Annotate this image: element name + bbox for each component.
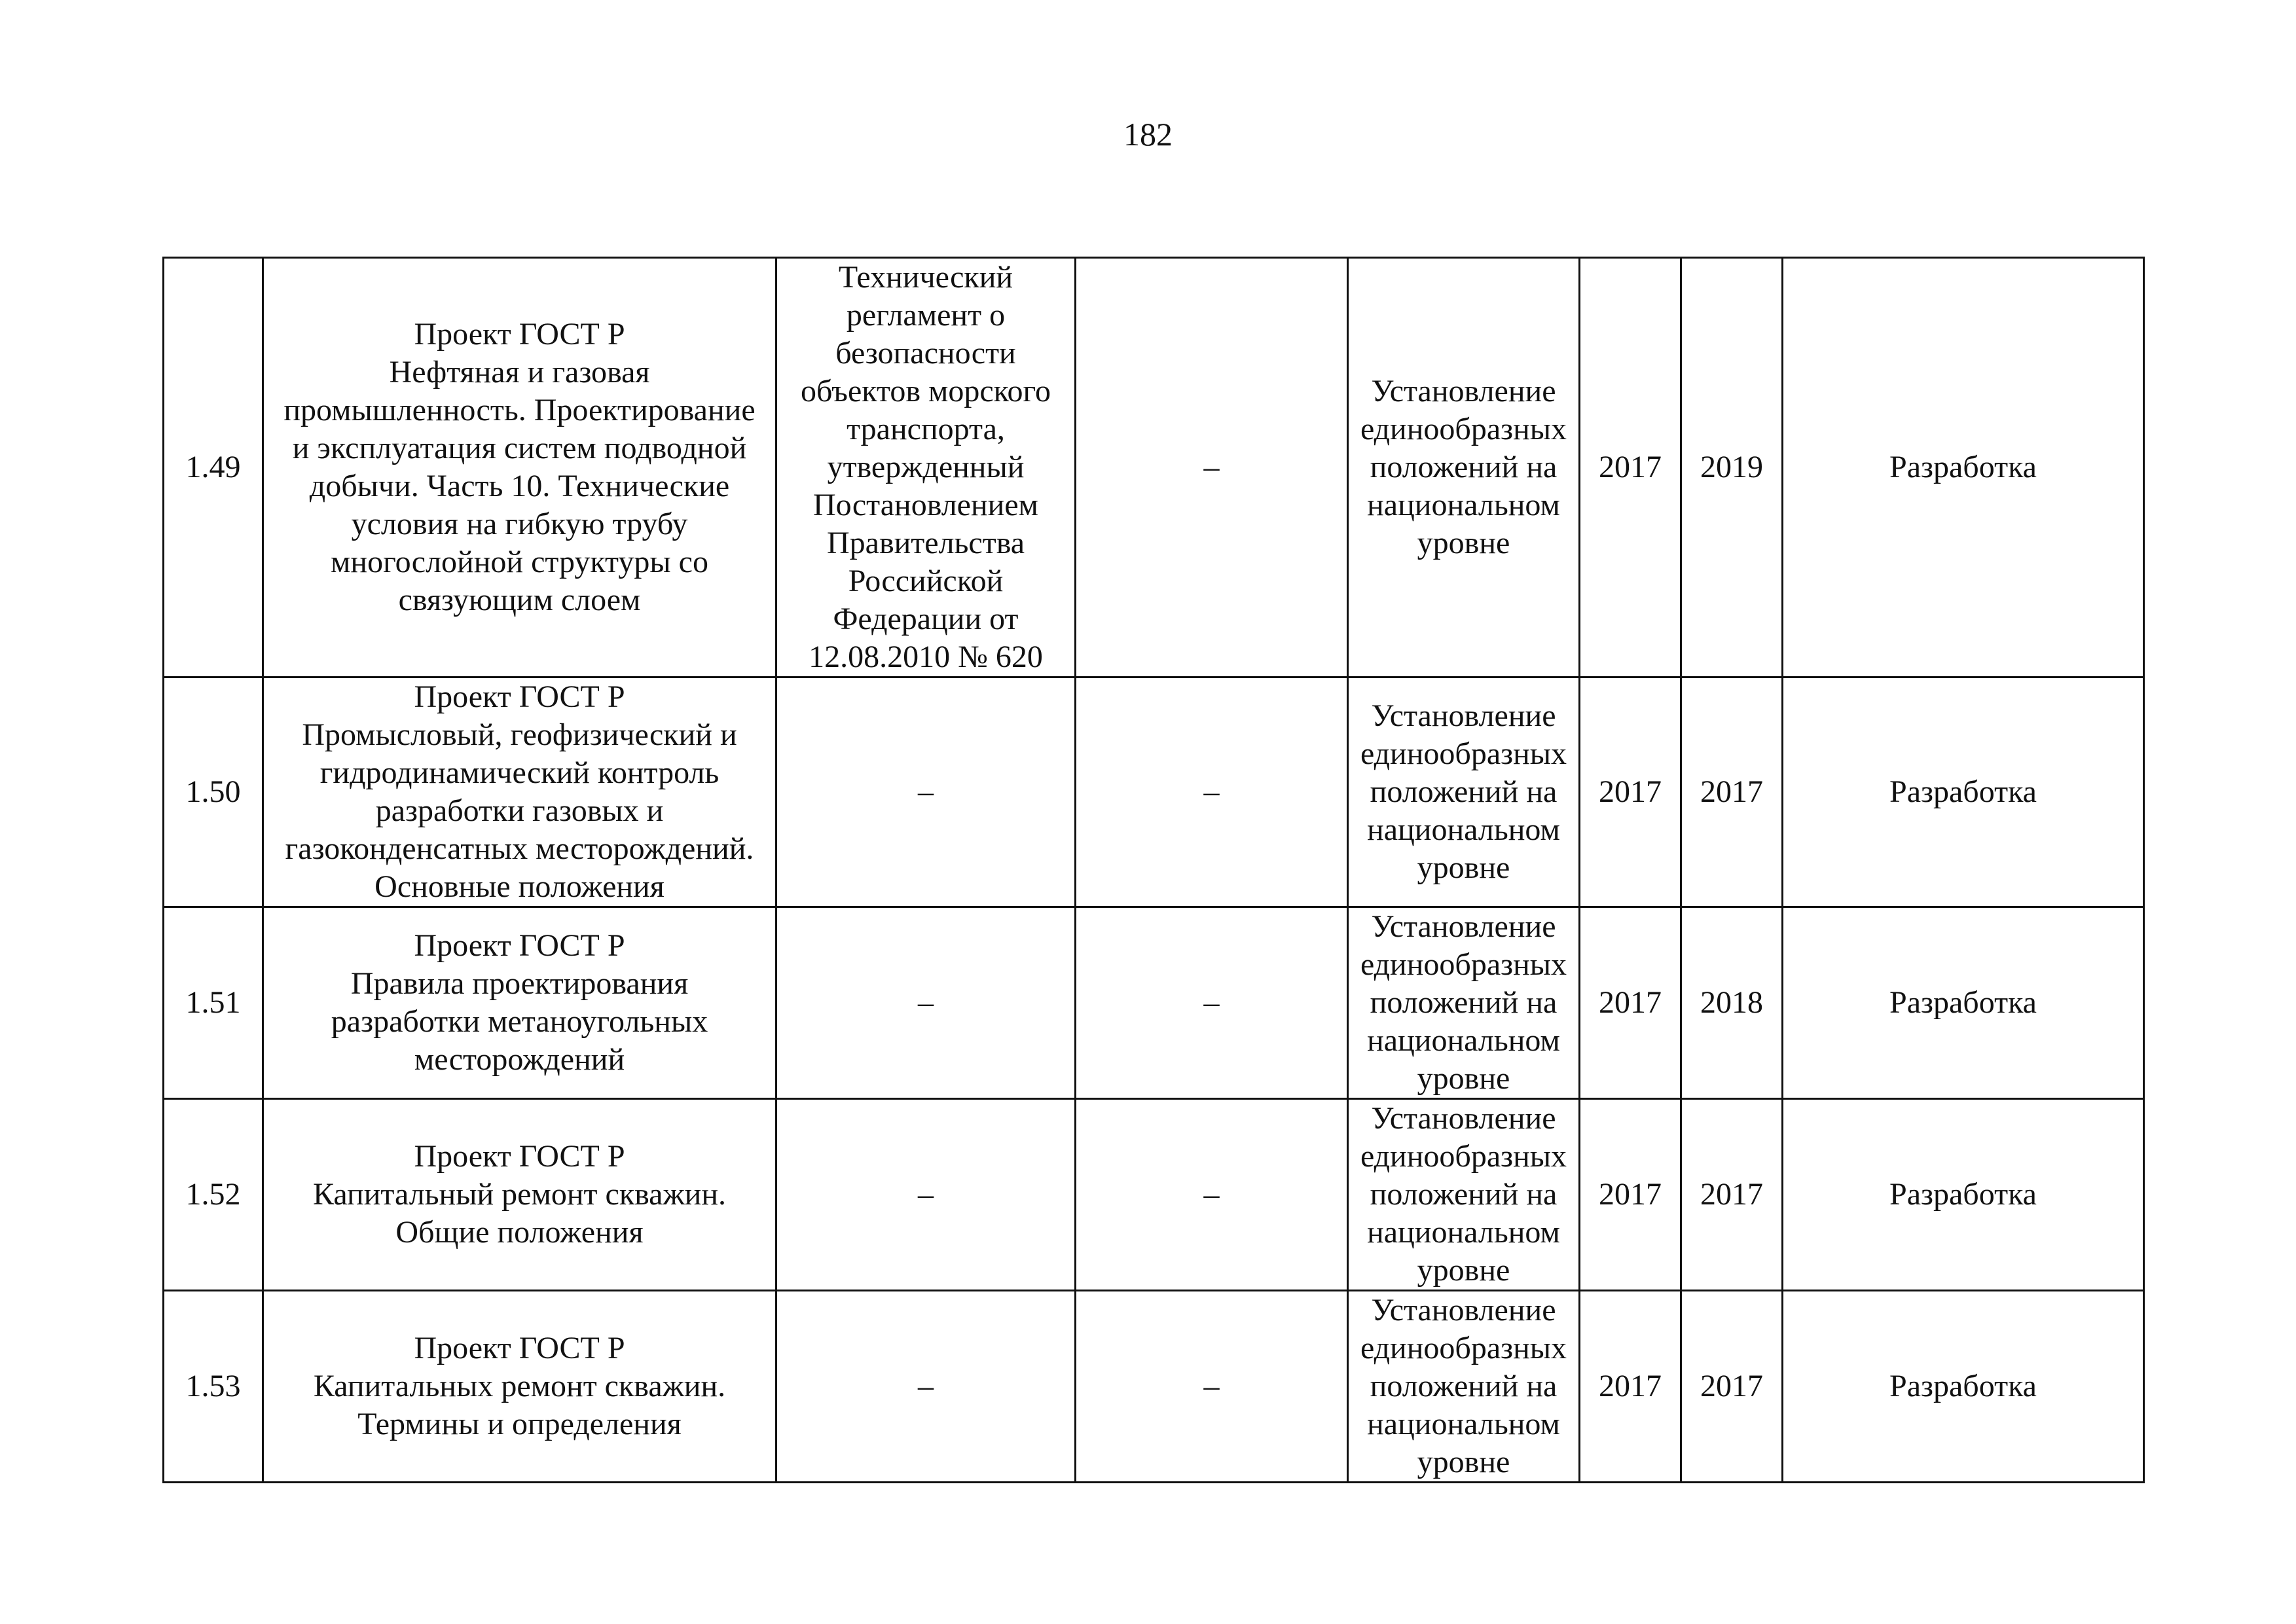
purpose <box>1348 677 1580 907</box>
basis-line: регламент о <box>846 298 1006 333</box>
purpose-line: положений на <box>1370 1369 1558 1403</box>
end-year: 2018 <box>1681 907 1783 1099</box>
title-line: промышленность. Проектирование <box>283 393 756 427</box>
table-row <box>164 1099 2144 1291</box>
title-line: условия на гибкую трубу <box>351 507 688 541</box>
row-number: 1.53 <box>164 1291 263 1483</box>
purpose <box>1348 1099 1580 1291</box>
purpose-line: Установление <box>1371 909 1556 944</box>
purpose-line: положений на <box>1370 985 1558 1020</box>
standard-title <box>263 1291 776 1483</box>
purpose-line: национальном <box>1367 1023 1560 1058</box>
basis-line: безопасности <box>835 336 1016 370</box>
title-line: Проект ГОСТ Р <box>414 317 625 352</box>
standard-title <box>263 258 776 677</box>
purpose <box>1348 1291 1580 1483</box>
row-number: 1.49 <box>164 258 263 677</box>
basis-line: транспорта, <box>847 412 1005 446</box>
table-row <box>164 258 2144 677</box>
column-4-value: – <box>1076 1099 1348 1291</box>
start-year: 2017 <box>1580 1099 1681 1291</box>
basis-line: Правительства <box>826 526 1025 560</box>
title-line: и эксплуатация систем подводной <box>292 431 747 465</box>
start-year: 2017 <box>1580 1291 1681 1483</box>
standard-title <box>263 1099 776 1291</box>
purpose-line: положений на <box>1370 774 1558 809</box>
title-line: Проект ГОСТ Р <box>414 1331 625 1365</box>
table-row <box>164 1291 2144 1483</box>
purpose-line: уровне <box>1417 1253 1510 1288</box>
title-line: Проект ГОСТ Р <box>414 1139 625 1174</box>
purpose-line: уровне <box>1417 1445 1510 1479</box>
purpose-line: национальном <box>1367 1407 1560 1441</box>
legal-basis: – <box>776 677 1076 907</box>
column-4-value: – <box>1076 258 1348 677</box>
row-number: 1.51 <box>164 907 263 1099</box>
legal-basis: – <box>776 907 1076 1099</box>
title-line: Нефтяная и газовая <box>389 355 650 389</box>
column-4-value: – <box>1076 1291 1348 1483</box>
purpose-line: единообразных <box>1360 1331 1567 1365</box>
basis-line: Федерации от <box>833 602 1019 636</box>
title-line: гидродинамический контроль <box>319 755 720 790</box>
purpose-line: единообразных <box>1360 736 1567 771</box>
purpose <box>1348 907 1580 1099</box>
title-line: Общие положения <box>395 1215 644 1250</box>
work-type: Разработка <box>1783 1291 2144 1483</box>
work-type: Разработка <box>1783 258 2144 677</box>
work-type: Разработка <box>1783 677 2144 907</box>
page-number: 182 <box>1123 116 1173 153</box>
title-line: газоконденсатных месторождений. <box>285 831 754 866</box>
purpose-line: Установление <box>1371 1101 1556 1136</box>
purpose-line: положений на <box>1370 450 1558 484</box>
purpose-line: единообразных <box>1360 947 1567 982</box>
title-line: разработки метаноугольных <box>331 1004 708 1039</box>
legal-basis <box>776 258 1076 677</box>
work-type: Разработка <box>1783 1099 2144 1291</box>
title-line: Промысловый, геофизический и <box>302 717 737 752</box>
purpose-line: уровне <box>1417 850 1510 885</box>
basis-line: Российской <box>848 564 1004 598</box>
end-year: 2017 <box>1681 677 1783 907</box>
purpose <box>1348 258 1580 677</box>
title-line: многослойной структуры со <box>331 545 708 579</box>
title-line: Основные положения <box>374 869 665 904</box>
purpose-line: единообразных <box>1360 1139 1567 1174</box>
end-year: 2017 <box>1681 1291 1783 1483</box>
purpose-line: уровне <box>1417 526 1510 560</box>
column-4-value: – <box>1076 907 1348 1099</box>
basis-line: Постановлением <box>812 488 1039 522</box>
title-line: Термины и определения <box>357 1407 682 1441</box>
purpose-line: уровне <box>1417 1061 1510 1096</box>
legal-basis: – <box>776 1291 1076 1483</box>
title-line: Капитальный ремонт скважин. <box>312 1177 727 1212</box>
start-year: 2017 <box>1580 677 1681 907</box>
basis-line: объектов морского <box>800 374 1051 408</box>
title-line: Проект ГОСТ Р <box>414 679 625 714</box>
end-year: 2019 <box>1681 258 1783 677</box>
purpose-line: единообразных <box>1360 412 1567 446</box>
standard-title <box>263 907 776 1099</box>
legal-basis: – <box>776 1099 1076 1291</box>
purpose-line: Установление <box>1371 1293 1556 1327</box>
end-year: 2017 <box>1681 1099 1783 1291</box>
purpose-line: Установление <box>1371 698 1556 733</box>
basis-line: 12.08.2010 № 620 <box>809 640 1043 674</box>
work-type: Разработка <box>1783 907 2144 1099</box>
standards-plan-table <box>162 257 2145 1483</box>
row-number: 1.52 <box>164 1099 263 1291</box>
table-row <box>164 677 2144 907</box>
title-line: связующим слоем <box>398 583 641 617</box>
column-4-value: – <box>1076 677 1348 907</box>
purpose-line: положений на <box>1370 1177 1558 1212</box>
standard-title <box>263 677 776 907</box>
start-year: 2017 <box>1580 907 1681 1099</box>
basis-line: утвержденный <box>827 450 1025 484</box>
purpose-line: национальном <box>1367 488 1560 522</box>
basis-line: Технический <box>838 260 1013 295</box>
purpose-line: Установление <box>1371 374 1556 408</box>
title-line: разработки газовых и <box>375 793 664 828</box>
start-year: 2017 <box>1580 258 1681 677</box>
purpose-line: национальном <box>1367 812 1560 847</box>
purpose-line: национальном <box>1367 1215 1560 1250</box>
title-line: Правила проектирования <box>350 966 689 1001</box>
table-row <box>164 907 2144 1099</box>
title-line: Капитальных ремонт скважин. <box>313 1369 726 1403</box>
title-line: добычи. Часть 10. Технические <box>309 469 730 503</box>
title-line: Проект ГОСТ Р <box>414 928 625 963</box>
title-line: месторождений <box>414 1042 625 1077</box>
row-number: 1.50 <box>164 677 263 907</box>
